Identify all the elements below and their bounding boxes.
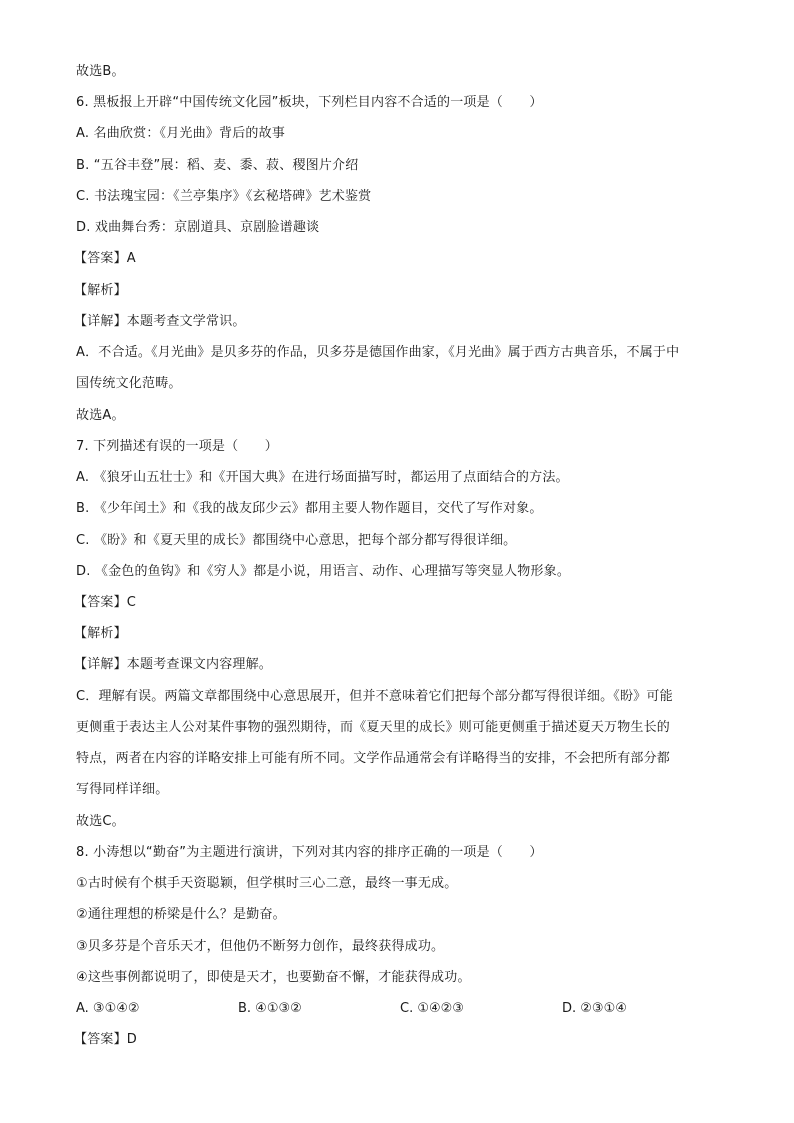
q8-option-b: B. ④①③② xyxy=(238,1001,302,1016)
q6-analysis-label: 【解析】 xyxy=(74,283,127,298)
q8-item-1: ①古时候有个棋手天资聪颖，但学棋时三心二意，最终一事无成。 xyxy=(76,876,458,891)
q7-explanation-line-2: 更侧重于表达主人公对某件事物的强烈期待，而《夏天里的成长》则可能更侧重于描述夏天万物生长的 xyxy=(76,720,671,735)
q8-item-3: ③贝多芬是个音乐天才，但他仍不断努力创作，最终获得成功。 xyxy=(76,939,445,954)
q7-option-a: A. 《狼牙山五壮士》和《开国大典》在进行场面描写时，都运用了点面结合的方法。 xyxy=(76,470,569,485)
q7-option-c: C. 《盼》和《夏天里的成长》都围绕中心意思，把每个部分都写得很详细。 xyxy=(76,533,517,548)
q8-stem: 8. 小涛想以“勤奋”为主题进行演讲，下列对其内容的排序正确的一项是（ ） xyxy=(76,845,543,860)
q8-answer: 【答案】D xyxy=(74,1032,138,1047)
q8-option-d: D. ②③①④ xyxy=(562,1001,627,1016)
q8-option-c: C. ①④②③ xyxy=(400,1001,464,1016)
q6-conclusion: 故选A。 xyxy=(76,408,125,423)
q7-analysis-label: 【解析】 xyxy=(74,626,127,641)
q6-detail: 【详解】本题考查文学常识。 xyxy=(74,314,246,329)
q7-detail: 【详解】本题考查课文内容理解。 xyxy=(74,657,273,672)
q7-stem: 7. 下列描述有误的一项是（ ） xyxy=(76,439,278,454)
q6-explanation-line-1: A．不合适。《月光曲》是贝多芬的作品，贝多芬是德国作曲家，《月光曲》属于西方古典音乐，不属于中 xyxy=(76,345,680,360)
q6-option-d: D. 戏曲舞台秀：京剧道具、京剧脸谱趣谈 xyxy=(76,220,320,235)
q5-conclusion: 故选B。 xyxy=(76,64,125,79)
q7-option-d: D. 《金色的鱼钩》和《穷人》都是小说，用语言、动作、心理描写等突显人物形象。 xyxy=(76,564,571,579)
q8-item-4: ④这些事例都说明了，即使是天才，也要勤奋不懈，才能获得成功。 xyxy=(76,970,471,985)
q6-stem: 6. 黑板报上开辟“中国传统文化园”板块，下列栏目内容不合适的一项是（ ） xyxy=(76,95,543,110)
q7-option-b: B. 《少年闰土》和《我的战友邱少云》都用主要人物作题目，交代了写作对象。 xyxy=(76,501,543,516)
q6-answer: 【答案】A xyxy=(74,251,136,266)
q8-item-2: ②通往理想的桥梁是什么？是勤奋。 xyxy=(76,907,286,922)
q7-answer: 【答案】C xyxy=(74,595,137,610)
q7-conclusion: 故选C。 xyxy=(76,814,125,829)
q8-option-a: A. ③①④② xyxy=(76,1001,140,1016)
q6-explanation-line-2: 国传统文化范畴。 xyxy=(76,376,182,391)
q7-explanation-line-1: C．理解有误。两篇文章都围绕中心意思展开，但并不意味着它们把每个部分都写得很详细。《盼》可能 xyxy=(76,689,673,704)
q7-explanation-line-4: 写得同样详细。 xyxy=(76,782,169,797)
q6-option-c: C. 书法瑰宝园：《兰亭集序》《玄秘塔碑》艺术鉴赏 xyxy=(76,189,372,204)
q6-option-a: A. 名曲欣赏：《月光曲》背后的故事 xyxy=(76,126,286,141)
q7-explanation-line-3: 特点，两者在内容的详略安排上可能有所不同。文学作品通常会有详略得当的安排，不会把所有部分都 xyxy=(76,751,671,766)
q6-option-b: B. “五谷丰登”展：稻、麦、黍、菽、稷图片介绍 xyxy=(76,158,359,173)
